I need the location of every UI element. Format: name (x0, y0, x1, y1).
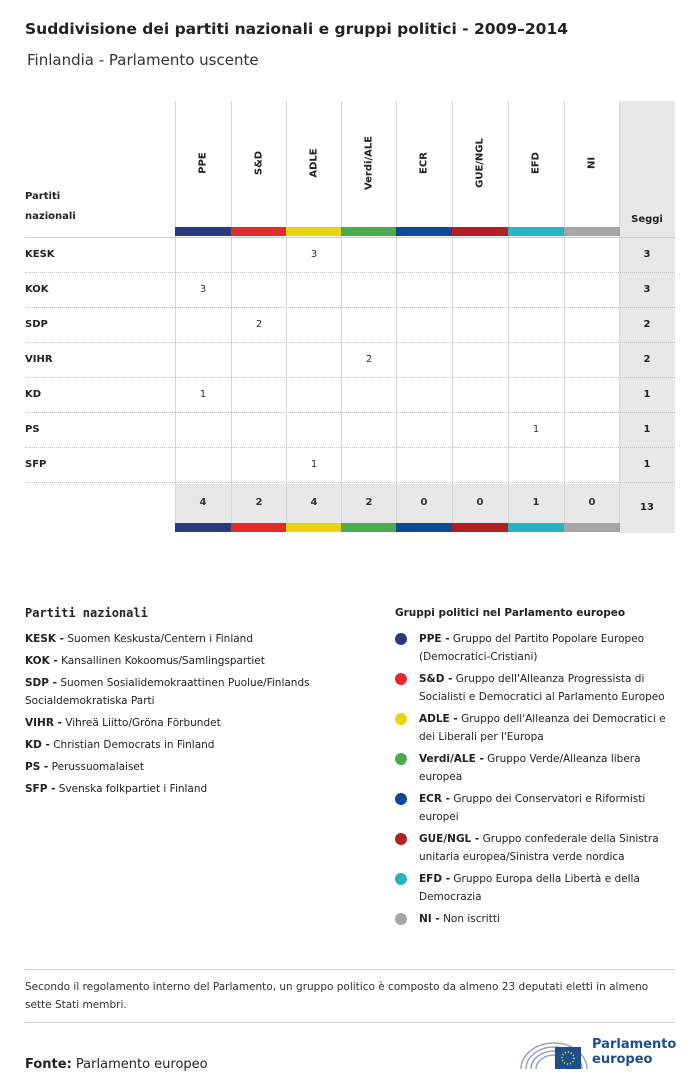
party-label: KOK (25, 284, 49, 295)
group-color-bar (452, 523, 508, 532)
grand-total: 13 (640, 502, 654, 513)
seat-count-cell: 2 (365, 354, 373, 365)
table-row (25, 412, 675, 448)
party-label: SFP (25, 459, 47, 470)
column-header-ecr (396, 120, 452, 205)
source-value: Parlamento europeo (75, 1057, 208, 1072)
page-subtitle: Finlandia - Parlamento uscente (27, 51, 259, 69)
column-header-sd (231, 120, 287, 205)
group-legend-title: Gruppi politici nel Parlamento europeo (395, 607, 626, 619)
group-color-bar (286, 227, 342, 236)
group-color-dot-icon (395, 913, 407, 925)
national-party-name: Suomen Sosialidemokraattinen Puolue/Finlands Socialdemokratiska Parti (25, 677, 310, 707)
group-abbr: EFD - (419, 873, 451, 885)
group-name: Gruppo dell'Alleanza Progressista di Socialisti e Democratici al Parlamento Europeo (419, 673, 665, 703)
divider (25, 969, 675, 970)
national-legend-title: Partiti nazionali (25, 606, 148, 620)
seat-count-cell: 1 (310, 459, 318, 470)
group-color-bar (286, 523, 342, 532)
seat-count-cell: 2 (255, 319, 263, 330)
national-party-abbr: KD - (25, 739, 50, 751)
group-abbr: ADLE - (419, 713, 458, 725)
group-name: Gruppo del Partito Popolare Europeo (Democratici-Cristiani) (419, 633, 645, 663)
political-group-item (395, 790, 680, 826)
seats-header: Seggi (631, 214, 663, 225)
column-header-verdiale (341, 120, 397, 205)
divider (25, 1022, 675, 1023)
hemicycle-logo-icon (519, 1033, 589, 1073)
seat-count-cell: 1 (199, 389, 207, 400)
seat-count-cell: 3 (199, 284, 207, 295)
national-legend-list (25, 630, 355, 802)
national-party-item (25, 652, 355, 670)
group-color-dot-icon (395, 713, 407, 725)
party-label: VIHR (25, 354, 53, 365)
source-label: Fonte: (25, 1057, 72, 1072)
group-color-dot-icon (395, 873, 407, 885)
national-party-abbr: KOK - (25, 655, 58, 667)
column-total: 4 (199, 497, 207, 508)
national-party-name: Svenska folkpartiet i Finland (58, 783, 208, 795)
group-name: Gruppo dell'Alleanza dei Democratici e dei Liberali per l'Europa (419, 713, 666, 743)
column-total: 2 (255, 497, 263, 508)
row-seats-total: 2 (643, 354, 651, 365)
group-name: Gruppo Verde/Alleanza libera europea (419, 753, 641, 783)
row-header (25, 187, 76, 227)
group-color-bar (175, 523, 231, 532)
row-seats-total: 1 (643, 389, 651, 400)
column-header-label: GUE/NGL (474, 137, 486, 188)
group-color-bar (341, 227, 397, 236)
column-header-label: Verdi/ALE (363, 135, 375, 190)
group-color-bar (508, 227, 564, 236)
national-party-item (25, 736, 355, 754)
group-color-bar (564, 227, 620, 236)
group-name: Gruppo dei Conservatori e Riformisti europei (419, 793, 646, 823)
group-legend-list (395, 630, 680, 932)
seat-count-cell: 1 (532, 424, 540, 435)
political-group-item (395, 830, 680, 866)
table-row (25, 377, 675, 413)
group-abbr: NI - (419, 913, 440, 925)
table-row (25, 342, 675, 378)
group-color-dot-icon (395, 793, 407, 805)
column-header-label: PPE (197, 151, 209, 174)
party-label: SDP (25, 319, 48, 330)
national-party-item (25, 674, 355, 710)
national-party-item (25, 780, 355, 798)
column-header-adle (286, 120, 342, 205)
group-color-dot-icon (395, 673, 407, 685)
national-party-abbr: SDP - (25, 677, 57, 689)
political-group-item (395, 670, 680, 706)
group-color-bar (396, 227, 452, 236)
table-row (25, 307, 675, 343)
row-seats-total: 2 (643, 319, 651, 330)
footnote: Secondo il regolamento interno del Parlamento, un gruppo politico è composto da almeno 23 deputati eletti in almeno sette Stati membri. (25, 981, 649, 1011)
column-header-label: EFD (530, 151, 542, 174)
national-party-name: Suomen Keskusta/Centern i Finland (67, 633, 253, 645)
table-row (25, 237, 675, 273)
party-label: PS (25, 424, 40, 435)
row-seats-total: 3 (643, 249, 651, 260)
row-seats-total: 3 (643, 284, 651, 295)
national-party-name: Vihreä Liitto/Gröna Förbundet (65, 717, 221, 729)
source-line (25, 1057, 208, 1072)
group-color-bar (175, 227, 231, 236)
group-color-bar (341, 523, 397, 532)
national-party-name: Christian Democrats in Finland (53, 739, 215, 751)
group-name: Gruppo Europa della Libertà e della Democrazia (419, 873, 640, 903)
group-color-dot-icon (395, 833, 407, 845)
national-party-item (25, 758, 355, 776)
column-header-label: NI (586, 156, 598, 169)
column-total: 1 (532, 497, 540, 508)
group-color-bar (396, 523, 452, 532)
column-total: 0 (588, 497, 596, 508)
column-header-ni (564, 120, 620, 205)
national-party-item (25, 630, 355, 648)
national-party-item (25, 714, 355, 732)
group-color-dot-icon (395, 633, 407, 645)
group-color-bar (508, 523, 564, 532)
political-group-item (395, 710, 680, 746)
table-row (25, 447, 675, 483)
column-header-label: S&D (253, 150, 265, 175)
logo-text: Parlamento europeo (592, 1037, 677, 1067)
column-header-efd (508, 120, 564, 205)
row-seats-total: 1 (643, 459, 651, 470)
group-name: Gruppo confederale della Sinistra unitaria europea/Sinistra verde nordica (419, 833, 659, 863)
column-total: 0 (420, 497, 428, 508)
national-party-abbr: PS - (25, 761, 49, 773)
group-abbr: GUE/NGL - (419, 833, 480, 845)
row-seats-total: 1 (643, 424, 651, 435)
group-name: Non iscritti (443, 913, 500, 925)
group-color-bar (564, 523, 620, 532)
political-group-item (395, 750, 680, 786)
political-group-item (395, 870, 680, 906)
political-group-item (395, 630, 680, 666)
seat-count-cell: 3 (310, 249, 318, 260)
national-party-abbr: KESK - (25, 633, 65, 645)
page-title: Suddivisione dei partiti nazionali e gruppi politici - 2009–2014 (25, 20, 569, 38)
group-color-bar (231, 227, 287, 236)
national-party-name: Perussuomalaiset (51, 761, 145, 773)
party-label: KD (25, 389, 42, 400)
group-abbr: ECR - (419, 793, 450, 805)
column-total: 4 (310, 497, 318, 508)
group-abbr: PPE - (419, 633, 450, 645)
parliament-logo (519, 1033, 679, 1073)
party-label: KESK (25, 249, 55, 260)
political-group-item (395, 910, 680, 928)
column-header-label: ADLE (308, 147, 320, 178)
group-abbr: S&D - (419, 673, 453, 685)
table-row (25, 272, 675, 308)
group-color-bar (452, 227, 508, 236)
national-party-name: Kansallinen Kokoomus/Samlingspartiet (61, 655, 265, 667)
column-total: 2 (365, 497, 373, 508)
column-total: 0 (476, 497, 484, 508)
group-abbr: Verdi/ALE - (419, 753, 484, 765)
column-header-guengl (452, 120, 508, 205)
column-header-label: ECR (418, 151, 430, 174)
row-header-line: Partiti (25, 191, 61, 202)
column-header-ppe (175, 120, 231, 205)
national-party-abbr: VIHR - (25, 717, 62, 729)
national-party-abbr: SFP - (25, 783, 56, 795)
group-color-dot-icon (395, 753, 407, 765)
row-header-line: nazionali (25, 211, 76, 222)
group-color-bar (231, 523, 287, 532)
